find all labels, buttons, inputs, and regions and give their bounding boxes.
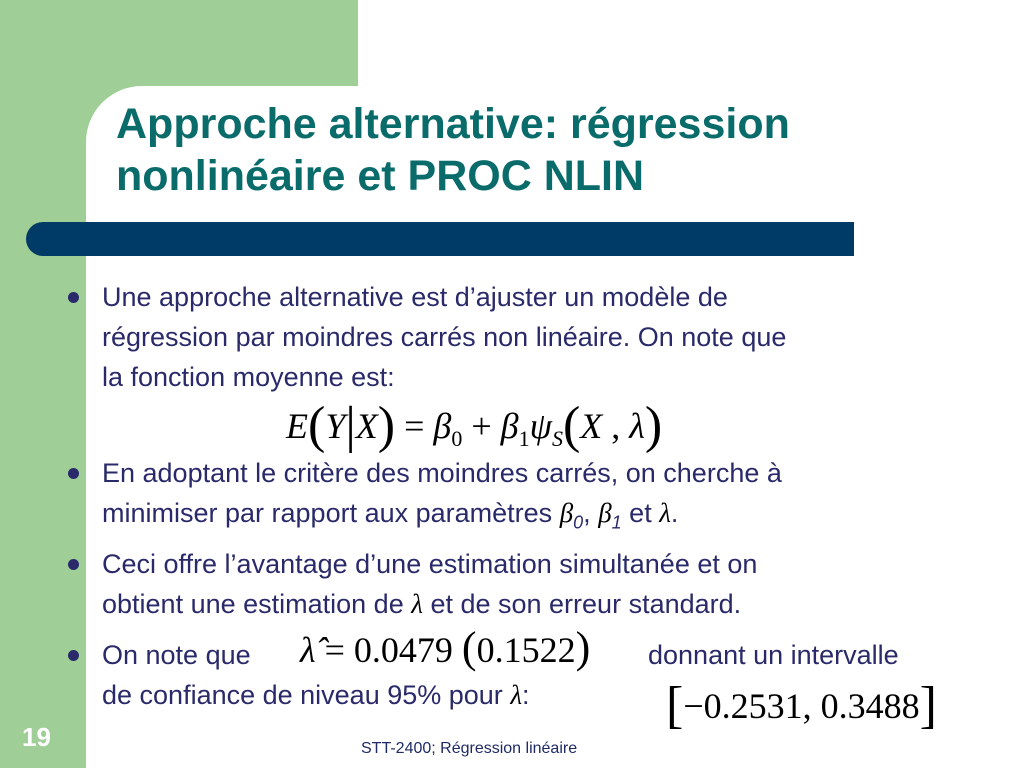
formula-E: E [286,406,308,446]
bullet-1-line-1: Une approche alternative est d’ajuster un modèle de [102,282,728,312]
formula-equals: = [404,406,425,446]
formula-beta-1: β [500,406,519,446]
bullet-dot-1 [68,292,79,303]
slide-number: 19 [22,722,51,752]
bullet-4-line-2 [102,675,530,715]
interval-bracket-open: [ [666,677,684,734]
bullet-3-line-1: Ceci offre l’avantage d’une estimation simultanée et on [102,549,758,579]
formula-sub-1: 1 [518,426,530,452]
bullet-4-colon: : [522,680,530,710]
lambda-estimate-formula [300,622,590,673]
bullet-3-line-2: obtient une estimation de [102,589,404,619]
estimate-value: 0.0479 [353,630,453,670]
formula-lambda: λ [629,406,645,446]
bullet-4-line-1-suffix: donnant un intervalle [648,640,899,670]
title-divider-bar [26,222,854,256]
bullet-2-and: et [629,498,652,528]
bullet-2-period: . [670,498,679,528]
interval-separator: , [802,686,812,726]
interval-upper-bound: 0.3488 [820,686,920,726]
formula-psi: ψ [529,406,552,446]
formula-paren-open: ( [308,397,326,454]
formula-Y: Y [325,406,346,446]
formula-X-2: X [580,406,603,446]
formula-X: X [355,406,378,446]
estimate-equals: = [324,630,345,670]
interval-lower-bound: −0.2531 [683,686,803,726]
bullet-1-text [102,277,1002,397]
formula-paren2-close: ) [644,397,663,454]
beta-symbol-1: β [598,498,612,528]
confidence-interval-formula [666,672,937,734]
formula-plus: + [471,406,492,446]
se-paren-open: ( [461,623,477,672]
beta-symbol-0: β [559,498,574,528]
bullet-dot-2 [68,468,79,479]
bullet-4-line-1-prefix: On note que [102,640,251,670]
formula-given-bar: | [345,397,356,454]
lambda-hat: λ̂ [300,630,316,670]
mean-function-formula [286,392,662,452]
bullet-dot-3 [68,559,79,570]
bullet-1-line-2: régression par moindres carrés non linéaire. On note que [102,322,787,352]
bullet-2-text [102,453,1002,542]
beta-sub-1: 1 [611,512,622,533]
formula-paren-close: ) [377,397,396,454]
formula-paren2-open: ( [562,397,581,454]
formula-beta-0: β [433,406,452,446]
formula-sub-S: S [551,426,563,452]
bullet-3-line-2-suffix: et de son erreur standard. [430,589,742,619]
bullet-2-line-1: En adoptant le critère des moindres carrés, on cherche à [102,458,782,488]
se-paren-close: ) [575,623,591,672]
bullet-2-line-2: minimiser par rapport aux paramètres [102,498,553,528]
beta-sub-0: 0 [573,512,584,533]
slide-title-line-1: Approche alternative: régression [116,100,790,148]
estimate-standard-error: 0.1522 [476,630,576,670]
bullet-1-line-3: la fonction moyenne est: [102,362,395,392]
formula-comma: , [611,406,621,446]
bullet-4-line-2-text: de confiance de niveau 95% pour [102,680,503,710]
interval-bracket-close: ] [919,677,937,734]
slide-title [116,98,996,202]
lambda-symbol-2: λ [411,589,423,619]
slide-footer: STT-2400; Régression linéaire [361,740,578,757]
slide-title-line-2: nonlinéaire et PROC NLIN [116,152,645,200]
bullet-2-comma: , [583,498,591,528]
bullet-3-text [102,544,1002,624]
formula-sub-0: 0 [451,426,463,452]
lambda-symbol-3: λ [510,680,523,710]
bullet-dot-4 [68,650,79,661]
lambda-symbol-1: λ [659,498,671,528]
